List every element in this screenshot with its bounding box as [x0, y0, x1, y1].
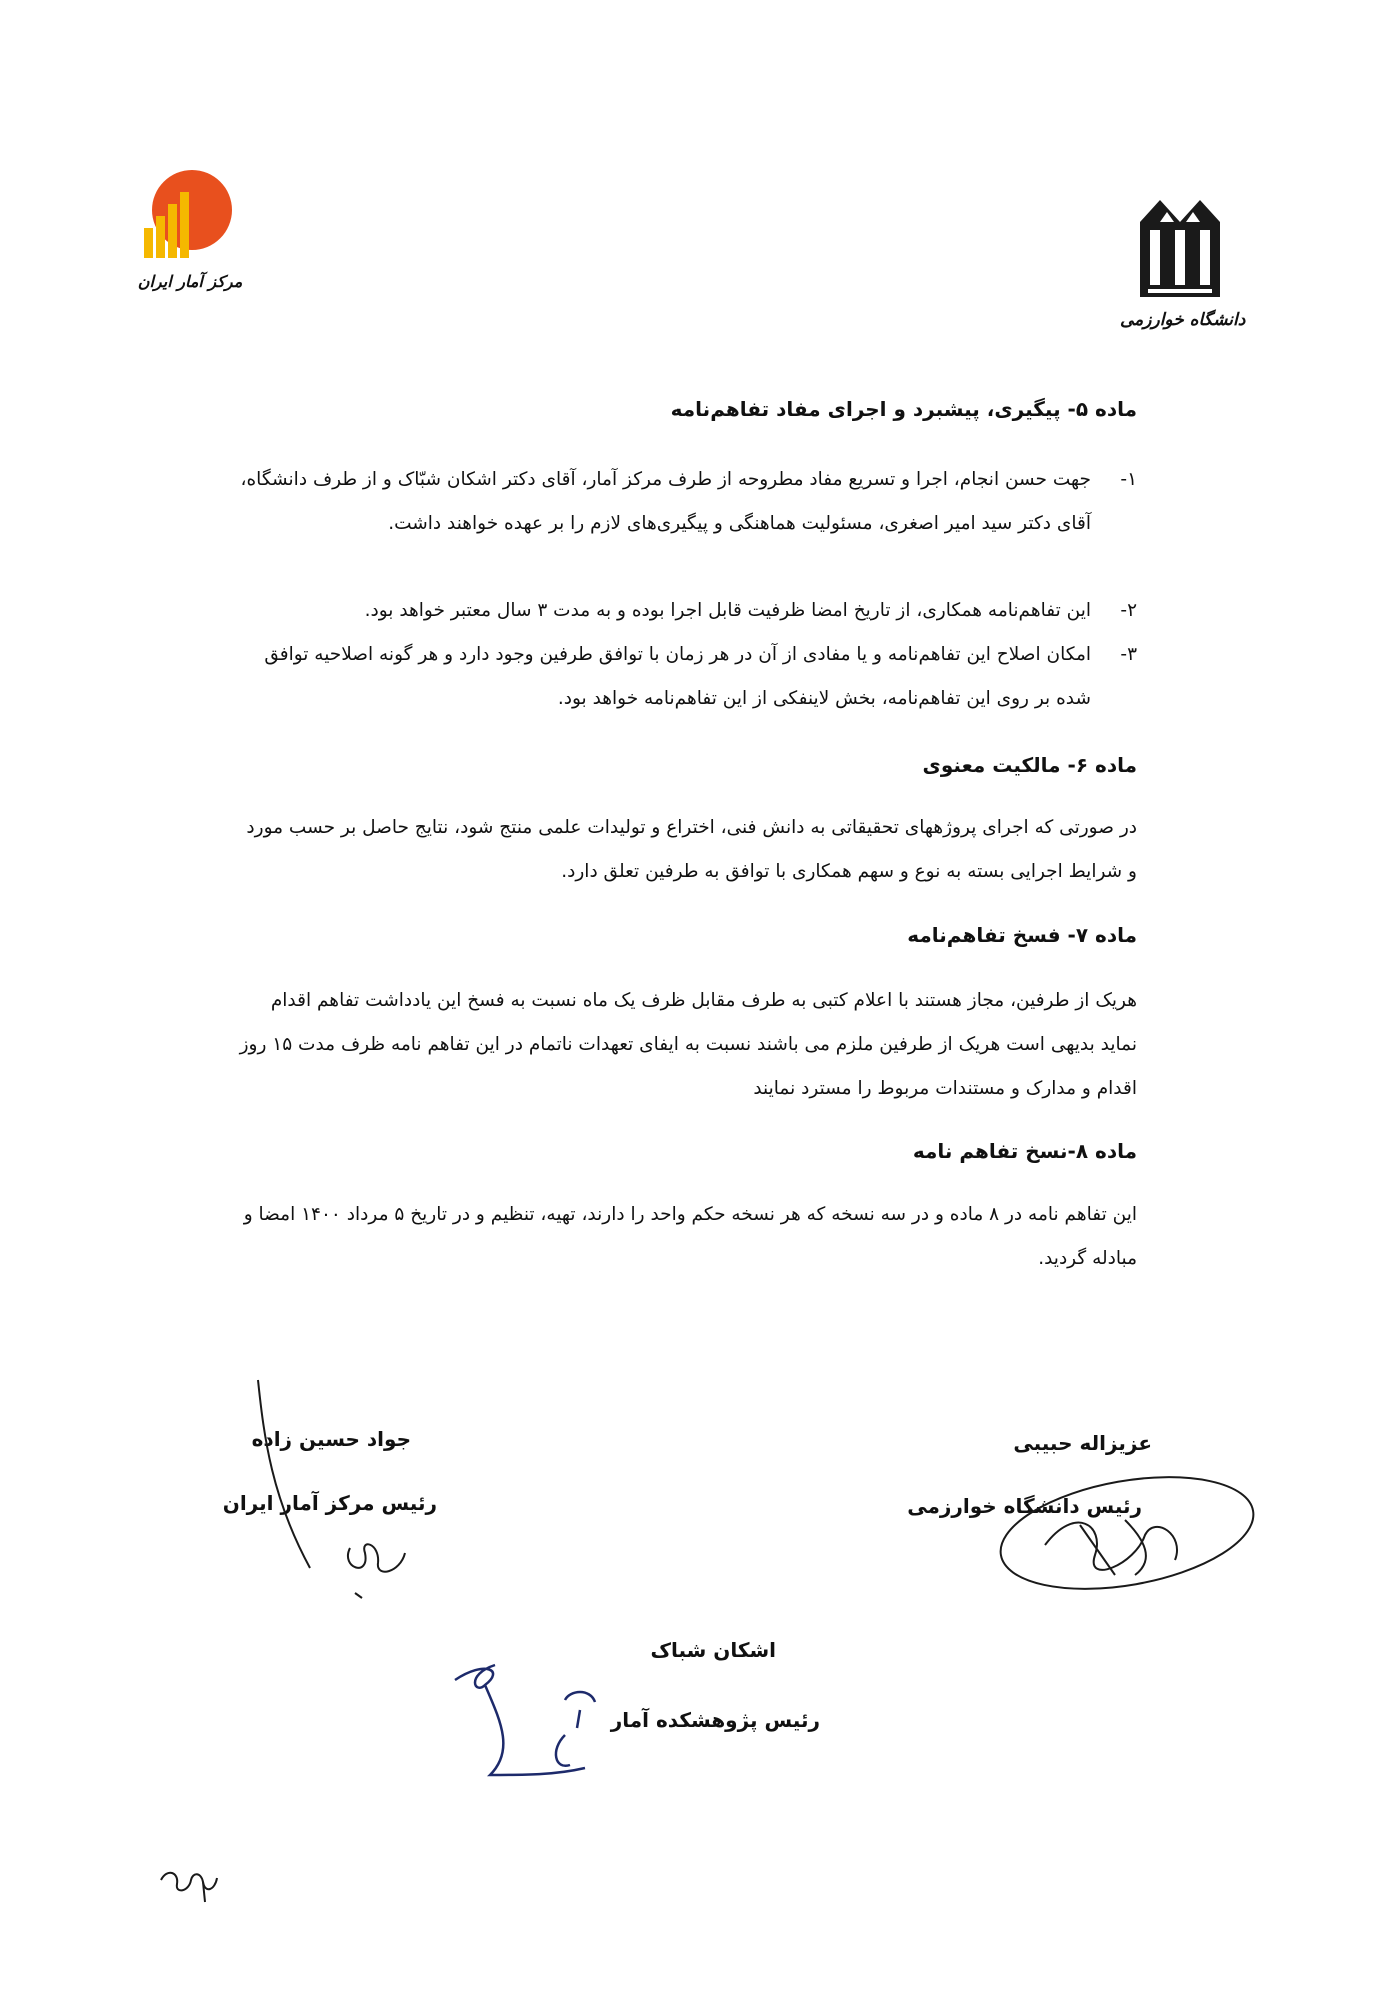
item-text: این تفاهم‌نامه همکاری، از تاریخ امضا ظرفیت قابل اجرا بوده و به مدت ۳ سال معتبر خواهد بود. — [364, 600, 1091, 621]
university-logo — [1120, 192, 1246, 342]
right-signature-ink — [985, 1465, 1265, 1615]
left-signatory-name: جواد حسین زاده — [251, 1427, 411, 1451]
right-signatory-name: عزیزاله حبیبی — [1013, 1431, 1152, 1455]
item-number: ۱- — [1120, 469, 1137, 490]
article-5-item-3 — [237, 633, 1137, 721]
university-logo-caption: دانشگاه خوارزمی — [1120, 310, 1246, 330]
center-signature-ink — [445, 1640, 625, 1790]
right-signatory-title: رئیس دانشگاه خوارزمی — [907, 1494, 1142, 1518]
statistics-center-emblem-icon — [130, 168, 250, 278]
item-number: ۳- — [1120, 644, 1137, 665]
initial-mark-ink — [155, 1850, 235, 1910]
left-signature-ink — [250, 1378, 430, 1618]
item-number: ۲- — [1120, 600, 1137, 621]
article-8-text: این تفاهم نامه در ۸ ماده و در سه نسخه که هر نسخه حکم واحد را دارند، تهیه، تنظیم و در تاریخ ۵ مرداد ۱۴۰۰ امضا و مبادله گردید. — [243, 1204, 1137, 1269]
article-5-item-1 — [237, 458, 1137, 546]
article-8-heading: ماده ۸-نسخ تفاهم نامه — [912, 1139, 1137, 1163]
article-7-heading: ماده ۷- فسخ تفاهم‌نامه — [907, 923, 1137, 947]
item-text: امکان اصلاح این تفاهم‌نامه و یا مفادی از آن در هر زمان با توافق طرفین وجود دارد و هر گونه اصلاحیه توافق شده بر روی این تفاهم‌نامه، بخش لاینفکی از این تفاهم‌نامه خواهد بود. — [264, 644, 1091, 709]
left-signatory-title: رئیس مرکز آمار ایران — [222, 1491, 437, 1515]
statistics-center-logo-caption: مرکز آمار ایران — [137, 272, 243, 291]
university-emblem-icon — [1120, 192, 1240, 312]
article-6-heading: ماده ۶- مالکیت معنوی — [922, 753, 1137, 777]
article-5-heading: ماده ۵- پیگیری، پیشبرد و اجرای مفاد تفاهم‌نامه — [670, 397, 1137, 421]
item-text: جهت حسن انجام، اجرا و تسریع مفاد مطروحه از طرف مرکز آمار، آقای دکتر اشکان شبّاک و از طرف دانشگاه، آقای دکتر سید امیر اصغری، مسئولیت هماهنگی و پیگیری‌های لازم را بر عهده خواهند داشت. — [240, 469, 1091, 534]
article-7-text: هریک از طرفین، مجاز هستند با اعلام کتبی به طرف مقابل ظرف یک ماه نسبت به فسخ این یادداشت تفاهم اقدام نماید بدیهی است هریک از طرفین ملزم می باشند نسبت به ایفای تعهدات ناتمام در این تفاهم نامه ظرف مدت ۱۵ روز اقدام و مدارک و مستندات مربوط را مسترد نمایند — [239, 990, 1137, 1099]
center-signatory-name: اشکان شباک — [650, 1638, 776, 1662]
article-6-text: در صورتی که اجرای پروژههای تحقیقاتی به دانش فنی، اختراع و تولیدات علمی منتج شود، نتایج حاصل بر حسب مورد و شرایط اجرایی بسته به نوع و سهم همکاری با توافق به طرفین تعلق دارد. — [246, 817, 1137, 882]
center-signatory-title: رئیس پژوهشکده آمار — [610, 1708, 820, 1732]
article-5-item-2 — [237, 589, 1137, 633]
statistics-center-logo — [130, 168, 250, 318]
